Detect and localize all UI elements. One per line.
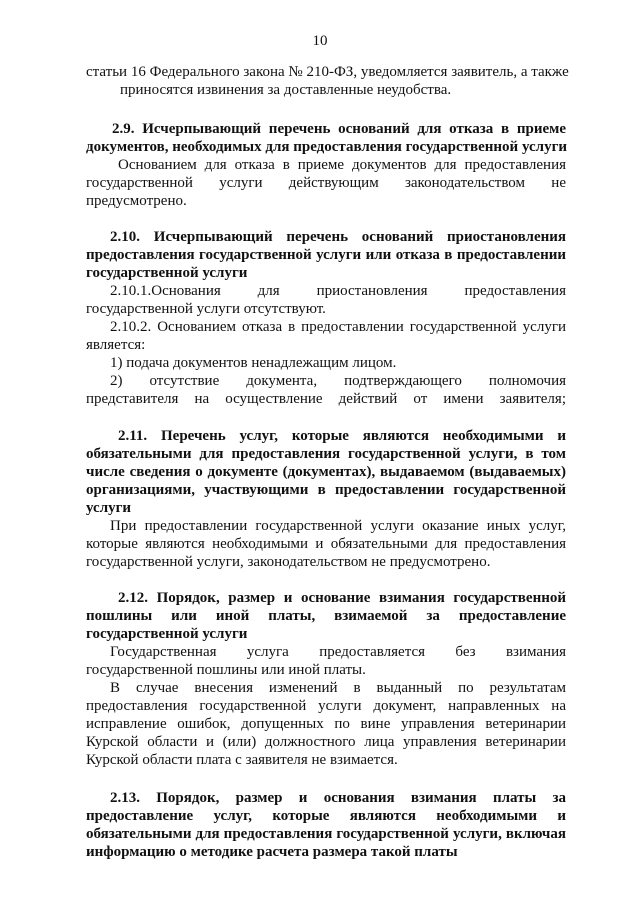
section-heading: предоставления государственной услуги или отказа в предоставлении xyxy=(86,247,566,263)
section-heading: предоставление услуг, которые являются необходимыми и xyxy=(86,808,566,824)
section-heading: 2.10. Исчерпывающий перечень оснований приостановления xyxy=(110,229,566,245)
section-heading: документов, необходимых для предоставления государственной услуги xyxy=(86,139,568,155)
text-line: государственной услуги действующим законодательством не xyxy=(86,175,566,191)
text-line: 2.10.2. Основанием отказа в предоставлении государственной услуги xyxy=(110,319,566,335)
text-line: предоставления государственной услуги документ, направленных на xyxy=(86,698,566,714)
section-heading: 2.11. Перечень услуг, которые являются необходимыми и xyxy=(118,428,566,444)
section-heading: государственной услуги xyxy=(86,265,248,281)
section-heading: организациями, участвующими в предоставлении государственной xyxy=(86,482,566,498)
text-line: которые являются необходимыми и обязательными для предоставления xyxy=(86,536,566,552)
text-line: В случае внесения изменений в выданный по результатам xyxy=(110,680,566,696)
text-line: государственной услуги, законодательством не предусмотрено. xyxy=(86,554,491,570)
text-line: является: xyxy=(86,337,146,353)
text-line: статьи 16 Федерального закона № 210-ФЗ, уведомляется заявитель, а также xyxy=(86,64,569,80)
text-line: приносятся извинения за доставленные неудобства. xyxy=(120,82,452,98)
section-heading: информацию о методике расчета размера такой платы xyxy=(86,844,458,860)
section-heading: 2.13. Порядок, размер и основания взимания платы за xyxy=(110,790,566,806)
text-line: государственной пошлины или иной платы. xyxy=(86,662,366,678)
text-line: представителя на осуществление действий от имени заявителя; xyxy=(86,391,566,407)
text-line: При предоставлении государственной услуги оказание иных услуг, xyxy=(110,518,566,534)
text-line: 2.10.1.Основания для приостановления предоставления xyxy=(110,283,566,299)
text-line: государственной услуги отсутствуют. xyxy=(86,301,326,317)
section-heading: обязательными для предоставления государственной услуги, включая xyxy=(86,826,566,842)
section-heading: 2.12. Порядок, размер и основание взимания государственной xyxy=(118,590,566,606)
section-heading: государственной услуги xyxy=(86,626,248,642)
text-line: Курской области и (или) должностного лица управления ветеринарии xyxy=(86,734,566,750)
list-item: 2) отсутствие документа, подтверждающего полномочия xyxy=(110,373,566,389)
text-line: Курской области плата с заявителя не взимается. xyxy=(86,752,398,768)
section-heading: пошлины или иной платы, взимаемой за предоставление xyxy=(86,608,566,624)
text-line: Основанием для отказа в приеме документов для предоставления xyxy=(118,157,566,173)
text-line: предусмотрено. xyxy=(86,193,187,209)
section-heading: числе сведения о документе (документах), выдаваемом (выдаваемых) xyxy=(86,464,566,480)
text-line: Государственная услуга предоставляется без взимания xyxy=(110,644,566,660)
page-number: 10 xyxy=(312,33,328,49)
list-item: 1) подача документов ненадлежащим лицом. xyxy=(110,355,397,371)
section-heading: обязательными для предоставления государственной услуги, в том xyxy=(86,446,566,462)
section-heading: 2.9. Исчерпывающий перечень оснований для отказа в приеме xyxy=(112,121,566,137)
section-heading: услуги xyxy=(86,500,132,516)
text-line: исправление ошибок, допущенных по вине управления ветеринарии xyxy=(86,716,566,732)
